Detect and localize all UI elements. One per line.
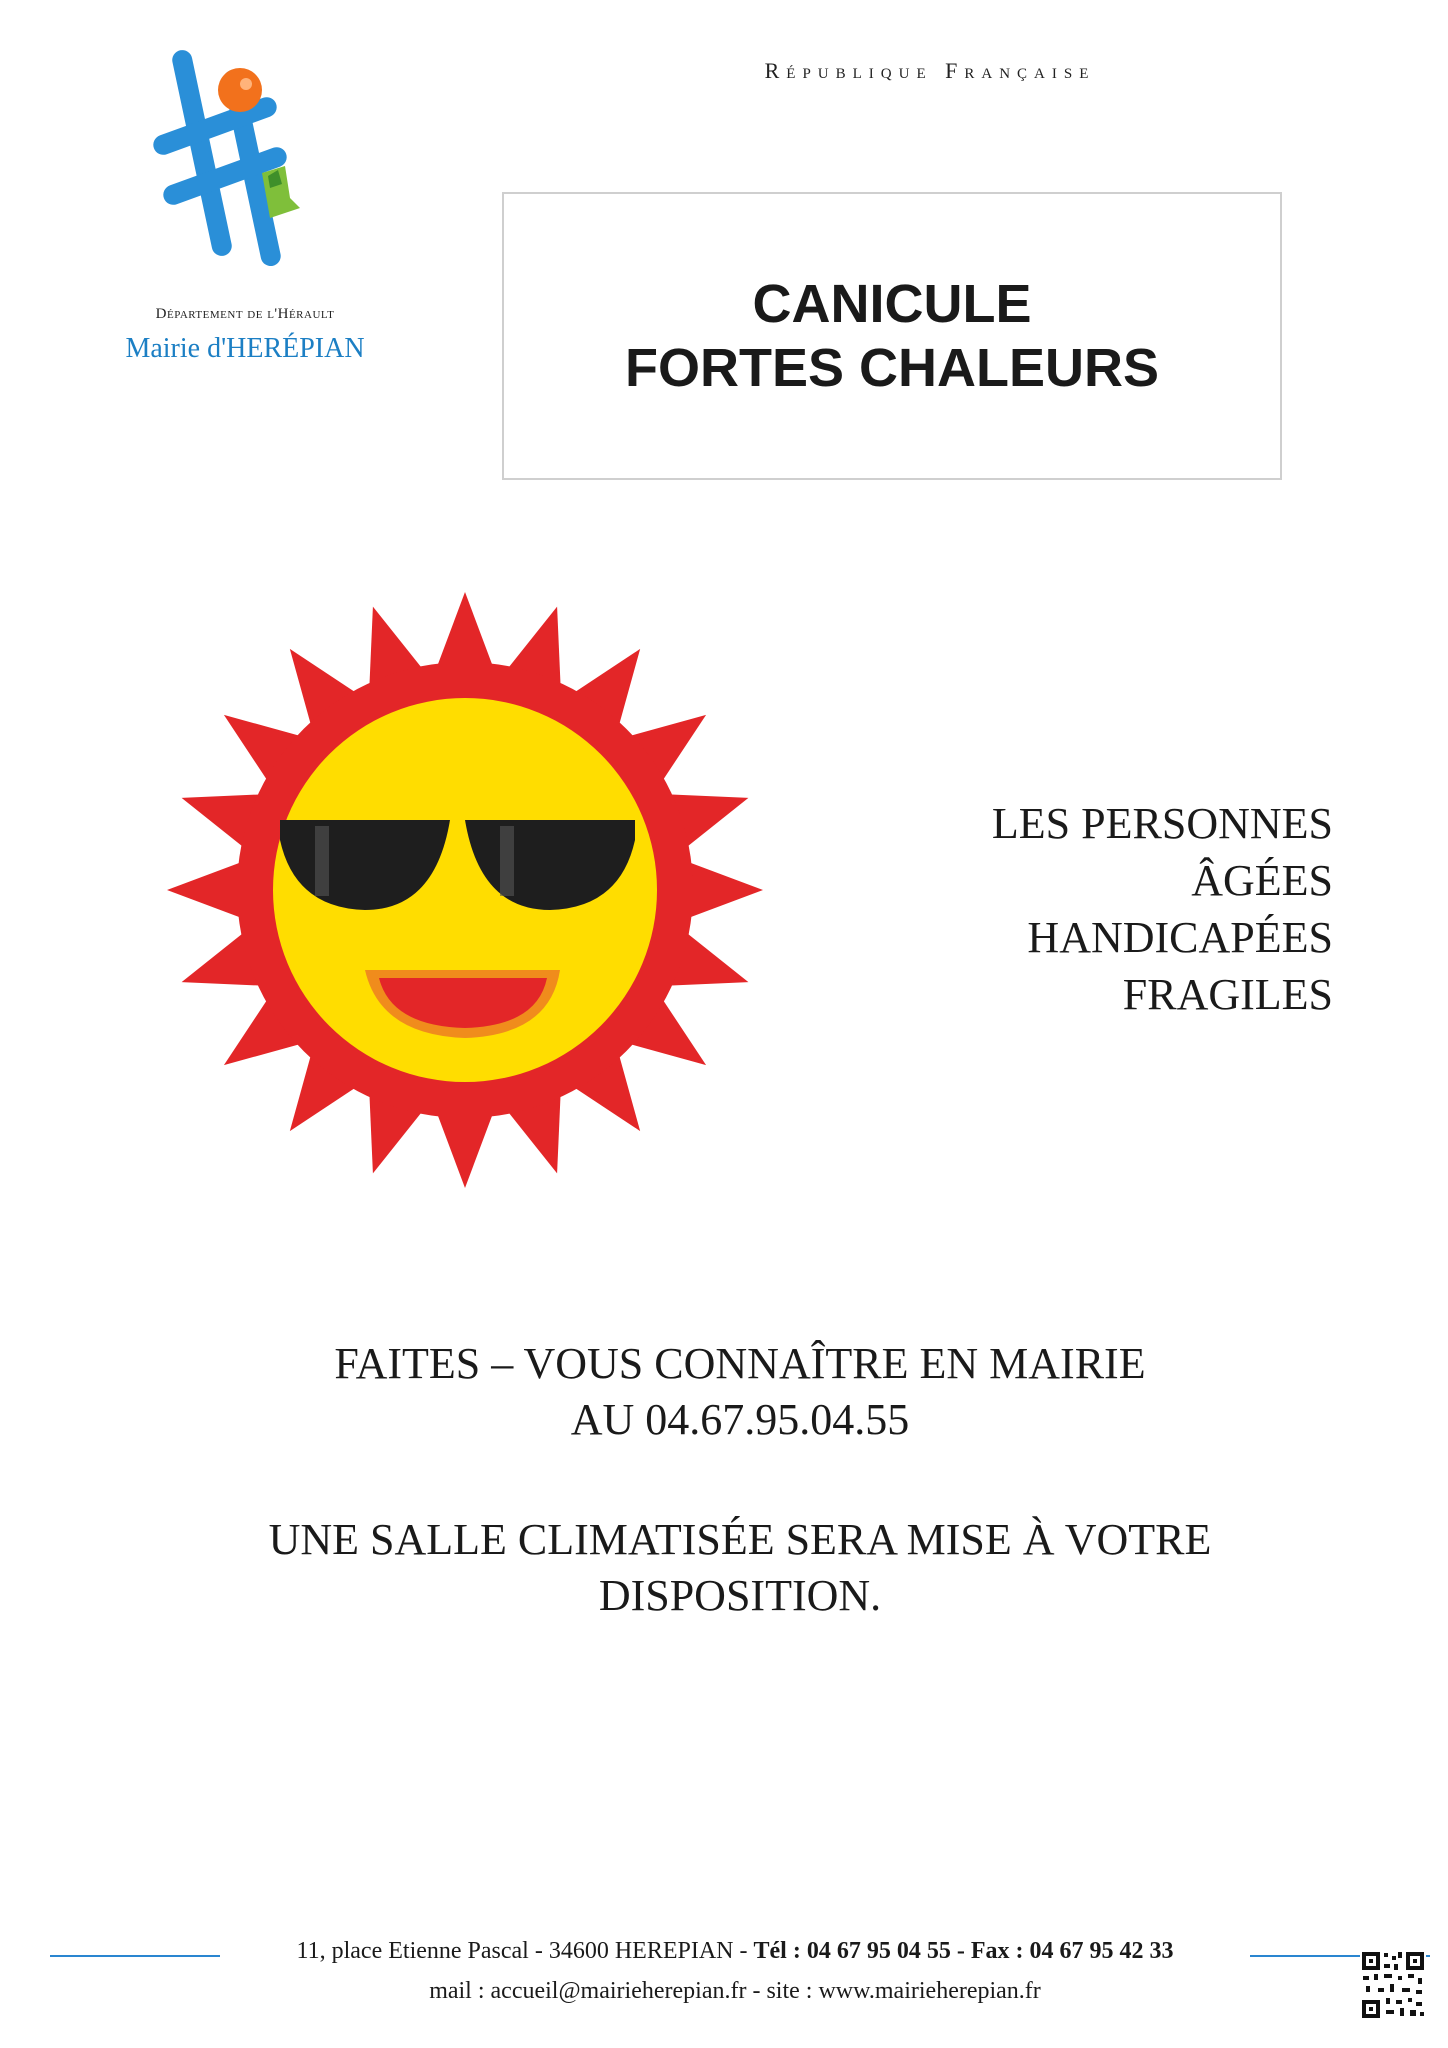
audience-line-3: HANDICAPÉES (1027, 913, 1333, 962)
contact-line-1: FAITES – VOUS CONNAÎTRE EN MAIRIE (334, 1339, 1146, 1388)
sun-sunglasses-icon (165, 590, 765, 1190)
department-label: Département de l'Hérault (155, 306, 335, 322)
title-line-1: CANICULE (752, 274, 1032, 334)
room-message (200, 1512, 1280, 1624)
contact-message (280, 1336, 1200, 1448)
audience-line-2: ÂGÉES (1191, 856, 1333, 905)
title-line-2: FORTES CHALEURS (624, 338, 1159, 398)
audience-line-1: LES PERSONNES (991, 799, 1333, 848)
footer-address-line (230, 1938, 1240, 1965)
republique-francaise-label: République Française (764, 58, 1096, 83)
audience-line-4: FRAGILES (1122, 970, 1333, 1019)
mairie-name: Mairie d'HERÉPIAN (125, 333, 365, 364)
footer-rule-left (50, 1955, 220, 1957)
audience-list (992, 795, 1333, 1023)
footer-mail-line: mail : accueil@mairieherepian.fr - site : www.mairieherepian.fr (429, 1978, 1041, 2004)
room-line-2: DISPOSITION. (598, 1571, 882, 1620)
footer-address: 11, place Etienne Pascal - 34600 HEREPIAN - (296, 1938, 754, 1964)
herepian-logo (150, 48, 320, 288)
footer-fax: Fax : 04 67 95 42 33 (970, 1938, 1174, 1964)
qr-code-icon (1360, 1950, 1426, 2020)
room-line-1: UNE SALLE CLIMATISÉE SERA MISE À VOTRE (268, 1515, 1212, 1564)
footer-sep: - (950, 1938, 971, 1964)
title-box (502, 192, 1282, 480)
footer-tel: Tél : 04 67 95 04 55 (753, 1938, 951, 1964)
contact-line-2: AU 04.67.95.04.55 (570, 1395, 910, 1444)
